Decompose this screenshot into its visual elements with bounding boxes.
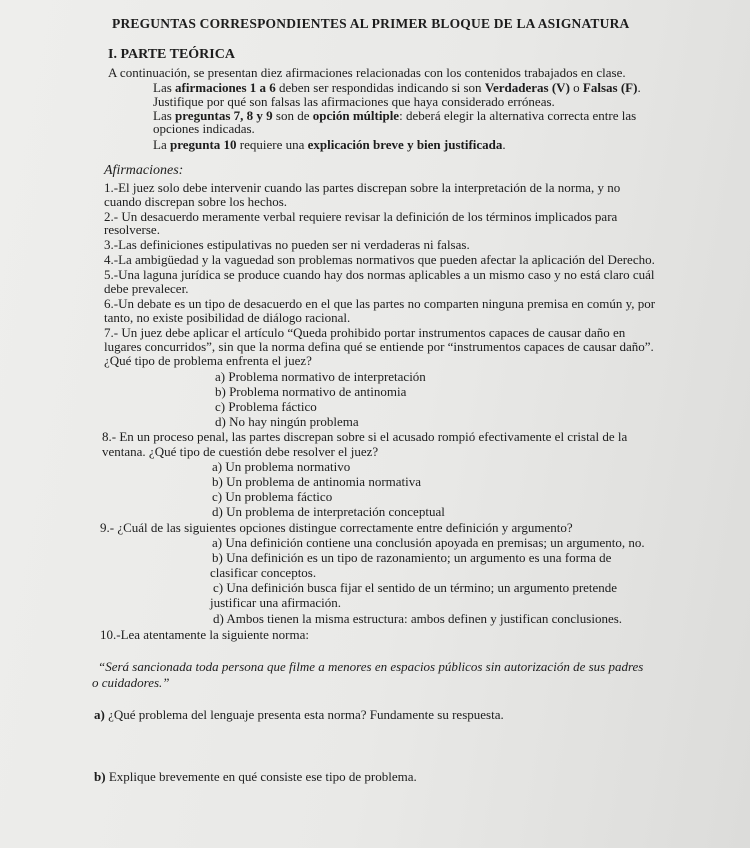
question-8: 8.- En un proceso penal, las partes discrepan sobre si el acusado rompió efectivamente el cristal de la [102, 429, 628, 444]
instruction-question-10: La pregunta 10 requiere una explicación breve y bien justificada. [153, 137, 506, 152]
q8-option-b: b) Un problema de antinomia normativa [212, 474, 422, 489]
q8-option-d: d) Un problema de interpretación conceptual [212, 504, 445, 519]
statement-2-cont: resolverse. [104, 222, 160, 237]
q8-option-a: a) Un problema normativo [212, 459, 351, 474]
intro-text: A continuación, se presentan diez afirmaciones relacionadas con los contenidos trabajados en clase. [108, 65, 626, 80]
instruction-true-false: Las afirmaciones 1 a 6 deben ser respondidas indicando si son Verdaderas (V) o Falsas (F). [153, 80, 641, 95]
question-10-a: a) ¿Qué problema del lenguaje presenta esta norma? Fundamente su respuesta. [94, 707, 504, 722]
statement-2: 2.- Un desacuerdo meramente verbal requiere revisar la definición de los términos implicados para [104, 209, 618, 224]
statement-3: 3.-Las definiciones estipulativas no pueden ser ni verdaderas ni falsas. [104, 237, 470, 252]
q9-option-b-cont: clasificar conceptos. [210, 565, 317, 580]
instruction-multiple-choice: Las preguntas 7, 8 y 9 son de opción múltiple: deberá elegir la alternativa correcta entre las [153, 108, 637, 123]
q9-option-b: b) Una definición es un tipo de razonamiento; un argumento es una forma de [212, 550, 612, 565]
question-9: 9.- ¿Cuál de las siguientes opciones distingue correctamente entre definición y argumento? [100, 520, 573, 535]
statement-6-cont: tanto, no existe posibilidad de diálogo racional. [104, 310, 351, 325]
section-heading: I. PARTE TEÓRICA [108, 47, 235, 62]
statement-1-cont: cuando discrepan sobre los hechos. [104, 194, 288, 209]
q7-option-b: b) Problema normativo de antinomia [215, 384, 407, 399]
q7-option-c: c) Problema fáctico [215, 399, 317, 414]
question-8-cont: ventana. ¿Qué tipo de cuestión debe resolver el juez? [102, 444, 379, 459]
instruction-justify: Justifique por qué son falsas las afirmaciones que haya considerado erróneas. [153, 94, 555, 109]
q9-option-a: a) Una definición contiene una conclusión apoyada en premisas; un argumento, no. [212, 535, 645, 550]
statement-5: 5.-Una laguna jurídica se produce cuando hay dos normas aplicables a un mismo caso y no está claro cuál [104, 267, 655, 282]
norm-quote-cont: o cuidadores.” [92, 675, 170, 690]
q9-option-c: c) Una definición busca fijar el sentido de un término; un argumento pretende [213, 580, 618, 595]
statement-1: 1.-El juez solo debe intervenir cuando las partes discrepan sobre la interpretación de la norma, y no [104, 180, 621, 195]
statement-5-cont: debe prevalecer. [104, 281, 189, 296]
statement-6: 6.-Un debate es un tipo de desacuerdo en el que las partes no comparten ninguna premisa en común y, por [104, 296, 656, 311]
q9-option-d: d) Ambos tienen la misma estructura: ambos definen y justifican conclusiones. [213, 611, 623, 626]
question-7: 7.- Un juez debe aplicar el artículo “Queda prohibido portar instrumentos capaces de causar daño en [104, 325, 626, 340]
instruction-multiple-choice-cont: opciones indicadas. [153, 121, 255, 136]
q7-option-a: a) Problema normativo de interpretación [215, 369, 426, 384]
statement-4: 4.-La ambigüedad y la vaguedad son problemas normativos que pueden afectar la aplicación del Derecho. [104, 252, 655, 267]
afirmaciones-heading: Afirmaciones: [104, 163, 184, 178]
question-7-cont: lugares concurridos”, sin que la norma defina qué se entiende por “instrumentos capaces de causar daño”. [104, 339, 654, 354]
q9-option-c-cont: justificar una afirmación. [210, 595, 342, 610]
q8-option-c: c) Un problema fáctico [212, 489, 333, 504]
page-title: PREGUNTAS CORRESPONDIENTES AL PRIMER BLOQUE DE LA ASIGNATURA [112, 16, 630, 31]
q7-option-d: d) No hay ningún problema [215, 414, 359, 429]
norm-quote: “Será sancionada toda persona que filme a menores en espacios públicos sin autorización de sus padres [98, 659, 644, 674]
question-10: 10.-Lea atentamente la siguiente norma: [100, 627, 309, 642]
question-10-b: b) Explique brevemente en qué consiste ese tipo de problema. [94, 769, 417, 784]
question-7-prompt: ¿Qué tipo de problema enfrenta el juez? [104, 353, 312, 368]
